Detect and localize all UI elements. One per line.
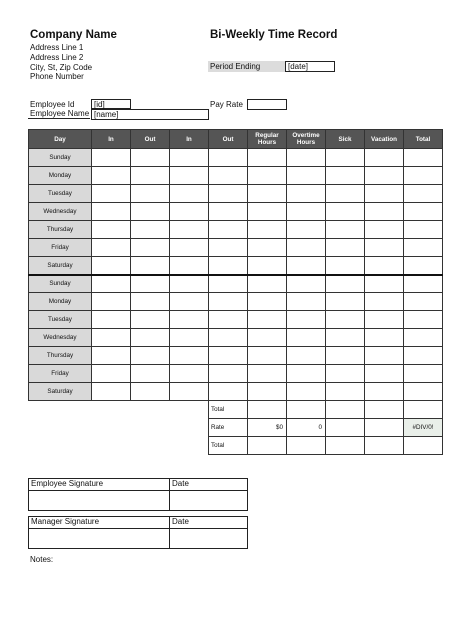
vacation-cell[interactable]	[365, 311, 404, 329]
in-1-cell[interactable]	[92, 293, 131, 311]
employee-signature-field[interactable]	[29, 491, 170, 510]
out-2-cell[interactable]	[209, 149, 248, 167]
summary-total2-row-sick-cell[interactable]	[326, 437, 365, 455]
summary-rate-row-sick-cell[interactable]	[326, 419, 365, 437]
summary-rate-row-overtime-hours-cell[interactable]: 0	[287, 419, 326, 437]
in-2-cell[interactable]	[170, 347, 209, 365]
sick-cell[interactable]	[326, 365, 365, 383]
total-cell[interactable]	[404, 275, 443, 293]
header-in-2: In	[170, 130, 209, 149]
out-2-cell[interactable]	[209, 293, 248, 311]
vacation-cell[interactable]	[365, 275, 404, 293]
day-row	[29, 347, 443, 365]
overtime-hours-cell[interactable]	[287, 167, 326, 185]
summary-total2-row-regular-hours-cell[interactable]	[248, 437, 287, 455]
day-row	[29, 203, 443, 221]
out-1-cell[interactable]	[131, 365, 170, 383]
in-2-cell[interactable]	[170, 167, 209, 185]
out-2-cell[interactable]	[209, 347, 248, 365]
overtime-hours-cell[interactable]	[287, 239, 326, 257]
total-cell[interactable]	[404, 167, 443, 185]
out-2-cell[interactable]	[209, 365, 248, 383]
total-cell[interactable]	[404, 365, 443, 383]
sick-cell[interactable]	[326, 167, 365, 185]
manager-signature-block	[28, 516, 248, 549]
out-1-cell[interactable]	[131, 203, 170, 221]
summary-total2-row-vacation-cell[interactable]	[365, 437, 404, 455]
vacation-cell[interactable]	[365, 221, 404, 239]
header-total: Total	[404, 130, 443, 149]
vacation-cell[interactable]	[365, 383, 404, 401]
employee-signature-date-field[interactable]	[170, 491, 247, 510]
header-sick: Sick	[326, 130, 365, 149]
blank-cell	[92, 401, 131, 419]
employee-signature-label: Employee Signature	[31, 479, 104, 488]
header-overtime-hours: Overtime Hours	[287, 130, 326, 149]
day-row	[29, 329, 443, 347]
day-label: Sunday	[29, 149, 92, 167]
sick-cell[interactable]	[326, 275, 365, 293]
summary-total2-row	[29, 437, 443, 455]
out-1-cell[interactable]	[131, 185, 170, 203]
out-2-cell[interactable]	[209, 257, 248, 275]
vacation-cell[interactable]	[365, 203, 404, 221]
in-1-cell[interactable]	[92, 383, 131, 401]
phone-number: Phone Number	[30, 72, 84, 81]
day-label: Monday	[29, 293, 92, 311]
total-cell[interactable]	[404, 149, 443, 167]
day-row	[29, 185, 443, 203]
day-row	[29, 365, 443, 383]
in-2-cell[interactable]	[170, 203, 209, 221]
summary-rate-row-vacation-cell[interactable]	[365, 419, 404, 437]
vacation-cell[interactable]	[365, 185, 404, 203]
in-2-cell[interactable]	[170, 257, 209, 275]
day-label: Tuesday	[29, 185, 92, 203]
out-2-cell[interactable]	[209, 383, 248, 401]
blank-cell	[170, 437, 209, 455]
out-1-cell[interactable]	[131, 239, 170, 257]
summary-total2-row-label: Total	[209, 437, 248, 455]
time-record-table	[28, 129, 443, 455]
sick-cell[interactable]	[326, 329, 365, 347]
employee-signature-block	[28, 478, 248, 511]
pay-rate-field[interactable]	[247, 99, 287, 110]
vacation-cell[interactable]	[365, 347, 404, 365]
header-day: Day	[29, 130, 92, 149]
address-line-1: Address Line 1	[30, 43, 84, 52]
summary-total2-row-overtime-hours-cell[interactable]	[287, 437, 326, 455]
form-title: Bi-Weekly Time Record	[210, 29, 338, 41]
city-state-zip: City, St, Zip Code	[30, 63, 93, 72]
in-1-cell[interactable]	[92, 329, 131, 347]
employee-name-label: Employee Name	[30, 109, 90, 118]
regular-hours-cell[interactable]	[248, 347, 287, 365]
blank-cell	[131, 419, 170, 437]
blank-cell	[92, 437, 131, 455]
manager-signature-date-label: Date	[172, 517, 189, 526]
regular-hours-cell[interactable]	[248, 221, 287, 239]
vacation-cell[interactable]	[365, 293, 404, 311]
summary-rate-row-label: Rate	[209, 419, 248, 437]
day-row	[29, 293, 443, 311]
total-cell[interactable]	[404, 347, 443, 365]
sick-cell[interactable]	[326, 311, 365, 329]
regular-hours-cell[interactable]	[248, 293, 287, 311]
in-1-cell[interactable]	[92, 185, 131, 203]
sick-cell[interactable]	[326, 347, 365, 365]
regular-hours-cell[interactable]	[248, 275, 287, 293]
vacation-cell[interactable]	[365, 239, 404, 257]
overtime-hours-cell[interactable]	[287, 203, 326, 221]
in-1-cell[interactable]	[92, 149, 131, 167]
sick-cell[interactable]	[326, 383, 365, 401]
out-1-cell[interactable]	[131, 257, 170, 275]
day-row	[29, 149, 443, 167]
overtime-hours-cell[interactable]	[287, 257, 326, 275]
out-2-cell[interactable]	[209, 311, 248, 329]
in-1-cell[interactable]	[92, 221, 131, 239]
out-1-cell[interactable]	[131, 149, 170, 167]
in-2-cell[interactable]	[170, 239, 209, 257]
out-1-cell[interactable]	[131, 383, 170, 401]
regular-hours-cell[interactable]	[248, 185, 287, 203]
vacation-cell[interactable]	[365, 167, 404, 185]
regular-hours-cell[interactable]	[248, 239, 287, 257]
out-1-cell[interactable]	[131, 347, 170, 365]
in-1-cell[interactable]	[92, 257, 131, 275]
in-1-cell[interactable]	[92, 239, 131, 257]
overtime-hours-cell[interactable]	[287, 329, 326, 347]
regular-hours-cell[interactable]	[248, 311, 287, 329]
blank-cell	[131, 437, 170, 455]
day-row	[29, 383, 443, 401]
overtime-hours-cell[interactable]	[287, 365, 326, 383]
summary-total-row-regular-hours-cell[interactable]	[248, 401, 287, 419]
overtime-hours-cell[interactable]	[287, 221, 326, 239]
day-row	[29, 221, 443, 239]
out-2-cell[interactable]	[209, 239, 248, 257]
regular-hours-cell[interactable]	[248, 257, 287, 275]
blank-cell	[29, 419, 92, 437]
regular-hours-cell[interactable]	[248, 329, 287, 347]
employee-name-field[interactable]: [name]	[91, 109, 209, 120]
total-cell[interactable]	[404, 203, 443, 221]
summary-total-row	[29, 401, 443, 419]
total-cell[interactable]	[404, 383, 443, 401]
overtime-hours-cell[interactable]	[287, 293, 326, 311]
sick-cell[interactable]	[326, 185, 365, 203]
day-row	[29, 239, 443, 257]
summary-total2-row-total-cell[interactable]	[404, 437, 443, 455]
total-cell[interactable]	[404, 329, 443, 347]
employee-id-field[interactable]: [id]	[91, 99, 131, 109]
regular-hours-cell[interactable]	[248, 365, 287, 383]
day-label: Thursday	[29, 221, 92, 239]
overtime-hours-cell[interactable]	[287, 347, 326, 365]
total-cell[interactable]	[404, 293, 443, 311]
overtime-hours-cell[interactable]	[287, 149, 326, 167]
in-2-cell[interactable]	[170, 311, 209, 329]
overtime-hours-cell[interactable]	[287, 383, 326, 401]
sick-cell[interactable]	[326, 239, 365, 257]
out-1-cell[interactable]	[131, 167, 170, 185]
summary-rate-row-total-cell[interactable]: #DIV/0!	[404, 419, 443, 437]
in-1-cell[interactable]	[92, 203, 131, 221]
employee-signature-date-label: Date	[172, 479, 189, 488]
day-label: Friday	[29, 365, 92, 383]
header-row	[29, 130, 443, 149]
sick-cell[interactable]	[326, 149, 365, 167]
sick-cell[interactable]	[326, 221, 365, 239]
regular-hours-cell[interactable]	[248, 167, 287, 185]
day-label: Tuesday	[29, 311, 92, 329]
out-2-cell[interactable]	[209, 203, 248, 221]
in-2-cell[interactable]	[170, 185, 209, 203]
vacation-cell[interactable]	[365, 329, 404, 347]
pay-rate-label: Pay Rate	[210, 100, 243, 109]
summary-total-row-vacation-cell[interactable]	[365, 401, 404, 419]
sick-cell[interactable]	[326, 203, 365, 221]
in-2-cell[interactable]	[170, 221, 209, 239]
in-2-cell[interactable]	[170, 149, 209, 167]
in-2-cell[interactable]	[170, 329, 209, 347]
overtime-hours-cell[interactable]	[287, 311, 326, 329]
company-name: Company Name	[30, 29, 117, 41]
summary-rate-row	[29, 419, 443, 437]
day-label: Friday	[29, 239, 92, 257]
in-1-cell[interactable]	[92, 167, 131, 185]
regular-hours-cell[interactable]	[248, 203, 287, 221]
blank-cell	[92, 419, 131, 437]
summary-total-row-label: Total	[209, 401, 248, 419]
in-2-cell[interactable]	[170, 365, 209, 383]
out-1-cell[interactable]	[131, 275, 170, 293]
overtime-hours-cell[interactable]	[287, 275, 326, 293]
manager-signature-field[interactable]	[29, 529, 170, 548]
header-in-1: In	[92, 130, 131, 149]
total-cell[interactable]	[404, 239, 443, 257]
total-cell[interactable]	[404, 257, 443, 275]
day-row	[29, 167, 443, 185]
in-2-cell[interactable]	[170, 275, 209, 293]
day-label: Saturday	[29, 383, 92, 401]
period-ending-label: Period Ending	[208, 61, 285, 72]
sick-cell[interactable]	[326, 293, 365, 311]
out-1-cell[interactable]	[131, 293, 170, 311]
out-2-cell[interactable]	[209, 167, 248, 185]
header-regular-hours: Regular Hours	[248, 130, 287, 149]
sick-cell[interactable]	[326, 257, 365, 275]
day-row	[29, 275, 443, 293]
day-row	[29, 311, 443, 329]
header-vacation: Vacation	[365, 130, 404, 149]
day-label: Sunday	[29, 275, 92, 293]
overtime-hours-cell[interactable]	[287, 185, 326, 203]
vacation-cell[interactable]	[365, 149, 404, 167]
in-1-cell[interactable]	[92, 347, 131, 365]
out-2-cell[interactable]	[209, 221, 248, 239]
summary-total-row-sick-cell[interactable]	[326, 401, 365, 419]
in-1-cell[interactable]	[92, 275, 131, 293]
out-1-cell[interactable]	[131, 311, 170, 329]
out-2-cell[interactable]	[209, 275, 248, 293]
blank-cell	[29, 401, 92, 419]
summary-total-row-overtime-hours-cell[interactable]	[287, 401, 326, 419]
day-row	[29, 257, 443, 275]
period-ending-field[interactable]: [date]	[285, 61, 335, 72]
total-cell[interactable]	[404, 185, 443, 203]
day-label: Wednesday	[29, 329, 92, 347]
vacation-cell[interactable]	[365, 365, 404, 383]
out-1-cell[interactable]	[131, 221, 170, 239]
out-2-cell[interactable]	[209, 329, 248, 347]
blank-cell	[29, 437, 92, 455]
out-1-cell[interactable]	[131, 329, 170, 347]
notes-label: Notes:	[30, 555, 54, 564]
day-label: Thursday	[29, 347, 92, 365]
manager-signature-date-field[interactable]	[170, 529, 247, 548]
out-2-cell[interactable]	[209, 185, 248, 203]
in-1-cell[interactable]	[92, 311, 131, 329]
in-2-cell[interactable]	[170, 293, 209, 311]
manager-signature-label: Manager Signature	[31, 517, 100, 526]
total-cell[interactable]	[404, 221, 443, 239]
header-out-2: Out	[209, 130, 248, 149]
address-line-2: Address Line 2	[30, 53, 84, 62]
vacation-cell[interactable]	[365, 257, 404, 275]
day-label: Monday	[29, 167, 92, 185]
regular-hours-cell[interactable]	[248, 383, 287, 401]
day-label: Saturday	[29, 257, 92, 275]
header-out-1: Out	[131, 130, 170, 149]
day-label: Wednesday	[29, 203, 92, 221]
regular-hours-cell[interactable]	[248, 149, 287, 167]
in-1-cell[interactable]	[92, 365, 131, 383]
total-cell[interactable]	[404, 311, 443, 329]
summary-rate-row-regular-hours-cell[interactable]: $0	[248, 419, 287, 437]
summary-total-row-total-cell[interactable]	[404, 401, 443, 419]
blank-cell	[131, 401, 170, 419]
in-2-cell[interactable]	[170, 383, 209, 401]
blank-cell	[170, 419, 209, 437]
employee-id-label: Employee Id	[30, 100, 75, 109]
blank-cell	[170, 401, 209, 419]
